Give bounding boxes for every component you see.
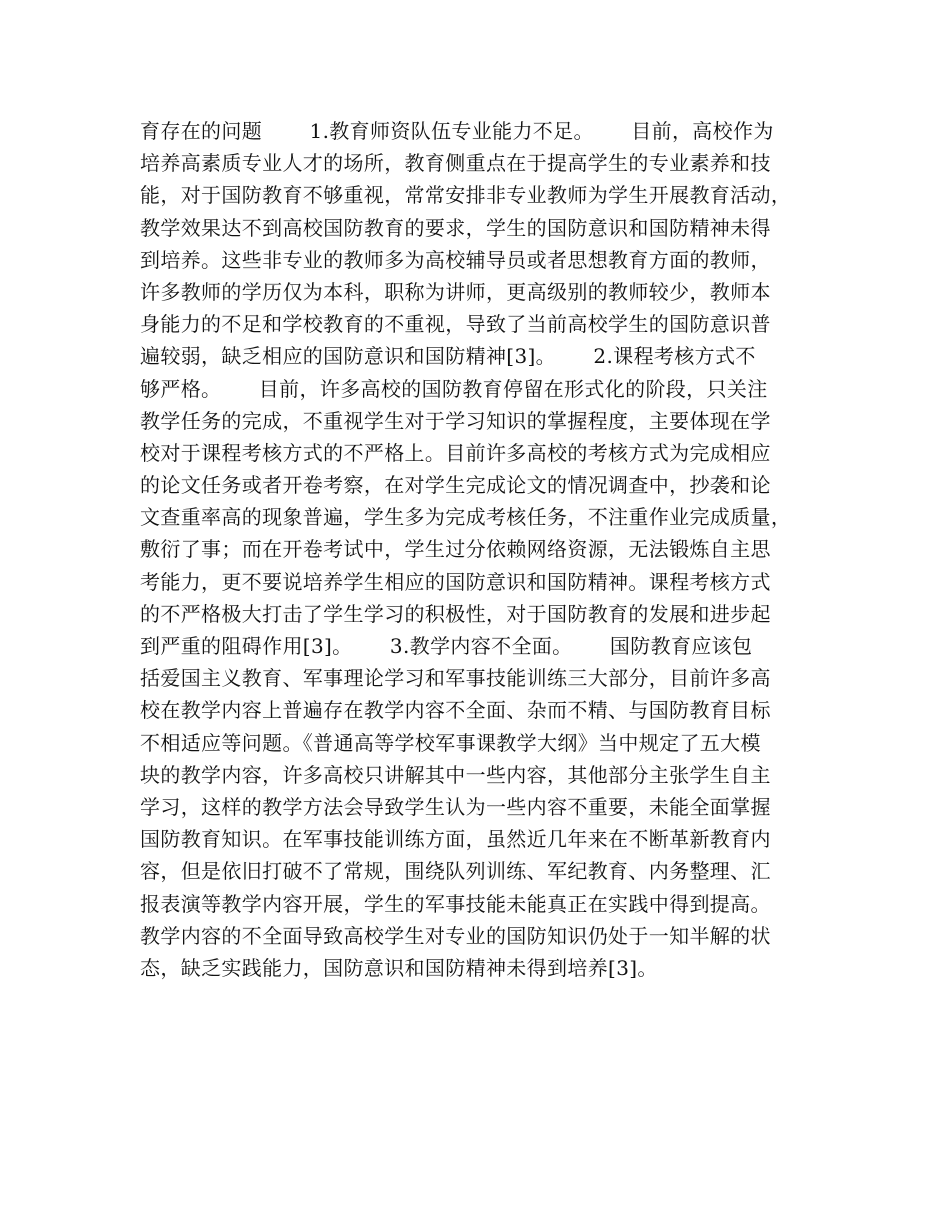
text-line: 报表演等教学内容开展，学生的军事技能未能真正在实践中得到提高。	[140, 891, 771, 916]
text-line: 的不严格极大打击了学生学习的积极性，对于国防教育的发展和进步起	[140, 601, 771, 626]
text-line: 国防教育知识。在军事技能训练方面，虽然近几年来在不断革新教育内	[140, 827, 771, 852]
body-text	[140, 115, 830, 984]
text-line: 文查重率高的现象普遍，学生多为完成考核任务，不注重作业完成质量，	[140, 505, 792, 530]
text-line: 教学任务的完成，不重视学生对于学习知识的掌握程度，主要体现在学	[140, 408, 771, 433]
text-line: 块的教学内容，许多高校只讲解其中一些内容，其他部分主张学生自主	[140, 762, 771, 787]
text-line: 遍较弱，缺乏相应的国防意识和国防精神[3]。 2.课程考核方式不	[140, 344, 756, 369]
text-line: 能，对于国防教育不够重视，常常安排非专业教师为学生开展教育活动，	[140, 183, 792, 208]
text-line: 敷衍了事；而在开卷考试中，学生过分依赖网络资源，无法锻炼自主思	[140, 537, 771, 562]
text-line: 到严重的阻碍作用[3]。 3.教学内容不全面。 国防教育应该包	[140, 634, 753, 658]
text-line: 许多教师的学历仅为本科，职称为讲师，更高级别的教师较少，教师本	[140, 279, 771, 304]
text-line: 态，缺乏实践能力，国防意识和国防精神未得到培养[3]。	[140, 955, 658, 980]
text-line: 够严格。 目前，许多高校的国防教育停留在形式化的阶段，只关注	[140, 376, 768, 401]
text-line: 校在教学内容上普遍存在教学内容不全面、杂而不精、与国防教育目标	[140, 698, 771, 723]
text-line: 校对于课程考核方式的不严格上。目前许多高校的考核方式为完成相应	[140, 440, 771, 465]
text-line: 的论文任务或者开卷考察，在对学生完成论文的情况调查中，抄袭和论	[140, 473, 771, 498]
text-line: 括爱国主义教育、军事理论学习和军事技能训练三大部分，目前许多高	[140, 666, 771, 691]
text-line: 容，但是依旧打破不了常规，围绕队列训练、军纪教育、内务整理、汇	[140, 859, 771, 884]
text-line: 培养高素质专业人才的场所，教育侧重点在于提高学生的专业素养和技	[140, 151, 771, 176]
text-line: 到培养。这些非专业的教师多为高校辅导员或者思想教育方面的教师，	[140, 247, 771, 272]
text-line: 考能力，更不要说培养学生相应的国防意识和国防精神。课程考核方式	[140, 569, 771, 594]
text-line: 学习，这样的教学方法会导致学生认为一些内容不重要，未能全面掌握	[140, 794, 771, 819]
text-line: 教学内容的不全面导致高校学生对专业的国防知识仍处于一知半解的状	[140, 923, 771, 948]
text-line: 不相适应等问题。《普通高等学校军事课教学大纲》当中规定了五大模	[140, 730, 761, 755]
text-line: 身能力的不足和学校教育的不重视，导致了当前高校学生的国防意识普	[140, 312, 771, 337]
text-line: 育存在的问题 1.教育师资队伍专业能力不足。 目前，高校作为	[140, 119, 774, 143]
text-line: 教学效果达不到高校国防教育的要求，学生的国防意识和国防精神未得	[140, 215, 771, 240]
